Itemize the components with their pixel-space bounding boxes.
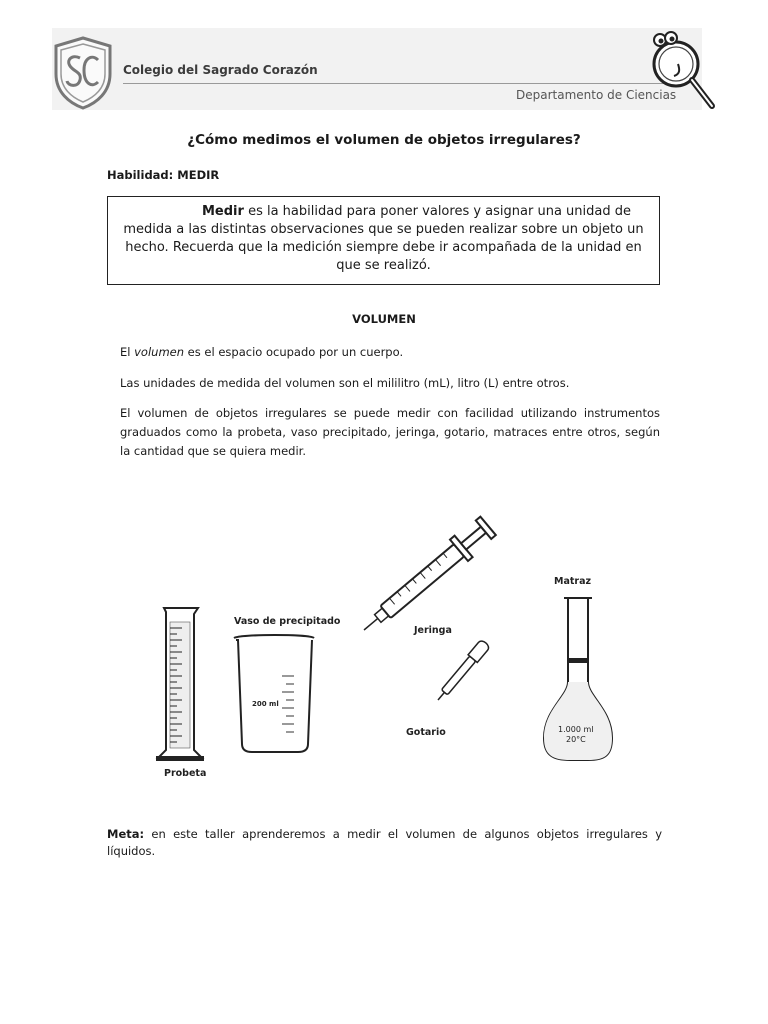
school-shield-logo: [52, 36, 114, 110]
label-jeringa: Jeringa: [414, 625, 452, 636]
paragraph-emphasis: volumen: [134, 345, 185, 359]
flask-temperature: 20°C: [566, 735, 586, 744]
definition-box: [107, 196, 660, 285]
syringe-icon: [355, 515, 497, 641]
paragraph-volume-definition: [120, 343, 660, 362]
skill-label: Habilidad: MEDIR: [107, 168, 220, 182]
label-vaso: Vaso de precipitado: [234, 616, 341, 627]
paragraph-units: Las unidades de medida del volumen son el mililitro (mL), litro (L) entre otros.: [120, 376, 570, 390]
school-name: Colegio del Sagrado Corazón: [123, 63, 318, 77]
beaker-icon: [234, 635, 314, 752]
label-probeta: Probeta: [164, 768, 207, 779]
goal-label: Meta:: [107, 827, 145, 841]
beaker-volume: 200 ml: [252, 700, 279, 708]
page-title: ¿Cómo medimos el volumen de objetos irregulares?: [187, 132, 581, 148]
definition-text: es la habilidad para poner valores y asignar una unidad de medida a las distintas observaciones que se pueden realizar sobre un objeto un hecho. Recuerda que la medición siempre debe ir acompañada de la unidad en que se realizó.: [123, 204, 644, 273]
label-gotario: Gotario: [406, 727, 446, 738]
lab-instruments-illustration: [150, 500, 630, 790]
paragraph-text: El: [120, 345, 135, 359]
paragraph-text: es el espacio ocupado por un cuerpo.: [184, 345, 404, 359]
graduated-cylinder-icon: [156, 608, 204, 761]
magnifier-mascot-icon: [640, 30, 720, 112]
department-name: Departamento de Ciencias: [516, 88, 677, 102]
definition-term: Medir: [202, 204, 244, 219]
section-title: VOLUMEN: [352, 312, 416, 326]
volumetric-flask-icon: [544, 598, 612, 760]
goal-paragraph: [107, 826, 662, 860]
paragraph-instruments: El volumen de objetos irregulares se puede medir con facilidad utilizando instrumentos graduados como la probeta, vaso precipitado, jeringa, gotario, matraces entre otros, según la cantidad que se quiera medir.: [120, 406, 660, 458]
label-matraz: Matraz: [554, 576, 592, 587]
header-divider: [123, 83, 671, 84]
flask-volume: 1.000 ml: [558, 725, 594, 734]
goal-text: en este taller aprenderemos a medir el volumen de algunos objetos irregulares y líquidos.: [107, 827, 662, 858]
dropper-icon: [433, 639, 490, 704]
